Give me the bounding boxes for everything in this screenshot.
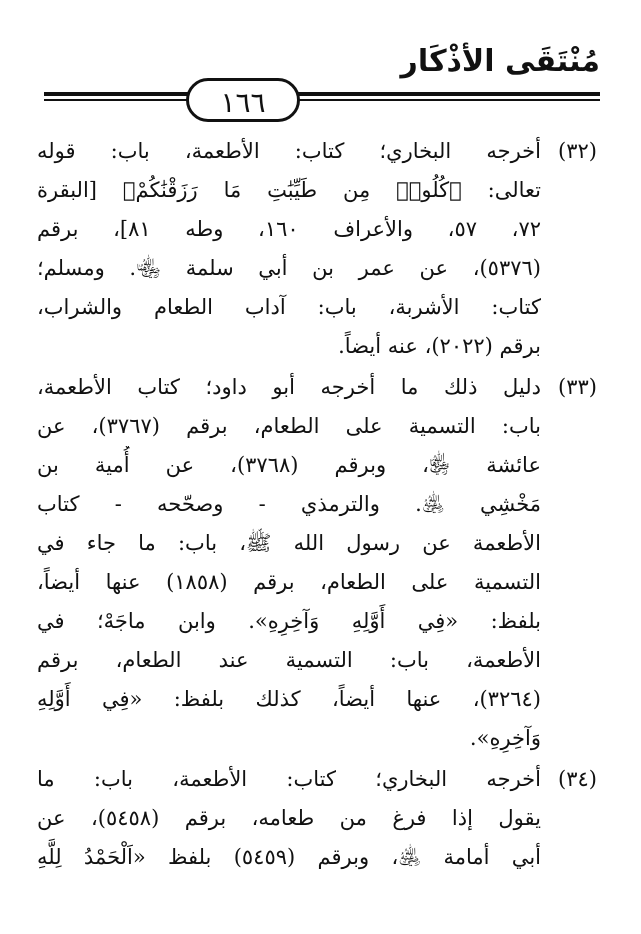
footnote-line: كتاب: الأشربة، باب: آداب الطعام والشراب، (37, 295, 541, 319)
footnotes (37, 132, 597, 879)
footnote-line: ٧٢، ٥٧، والأعراف ١٦٠، وطه ٨١]، برقم (37, 217, 541, 241)
footnote-line: أبي أمامة ﵁، وبرقم (٥٤٥٩) بلفظ «اَلْحَمْدُ لِلَّهِ (37, 845, 541, 869)
footnote-text (37, 368, 541, 758)
footnote-line: تعالى: ﴿كُلُوا۟ مِن طَيِّبَٰتِ مَا رَزَقْنَٰكُمْ﴾ [البقرة (37, 178, 541, 202)
footnote-text (37, 760, 541, 877)
footnote-line: أخرجه البخاري؛ كتاب: الأطعمة، باب: ما (37, 767, 541, 791)
footnote-line: عائشة ﵂، وبرقم (٣٧٦٨)، عن أُمية بن (37, 453, 541, 477)
footnote-line: التسمية على الطعام، برقم (١٨٥٨) عنها أيضاً، (37, 570, 541, 594)
footnote-text (37, 132, 541, 366)
header-rule (44, 86, 600, 132)
book-title: مُنْتَقَى الأذْكَار (400, 44, 600, 79)
footnote-line: يقول إذا فرغ من طعامه، برقم (٥٤٥٨)، عن (37, 806, 541, 830)
header-rule-thick (44, 92, 600, 96)
footnote-32 (37, 132, 597, 366)
footnote-33 (37, 368, 597, 758)
footnote-line: الأطعمة عن رسول الله ﷺ، باب: ما جاء في (37, 531, 541, 555)
footnote-line: أخرجه البخاري؛ كتاب: الأطعمة، باب: قوله (37, 139, 541, 163)
footnote-line: الأطعمة، باب: التسمية عند الطعام، برقم (37, 648, 541, 672)
footnote-line: مَخْشِي ﵁. والترمذي - وصحّحه - كتاب (37, 492, 541, 516)
footnote-line: باب: التسمية على الطعام، برقم (٣٧٦٧)، عن (37, 414, 541, 438)
page-number: ١٦٦ (186, 78, 300, 122)
footnote-number: (٣٣) (558, 375, 597, 399)
footnote-line: (٥٣٧٦)، عن عمر بن أبي سلمة ﵄. ومسلم؛ (37, 256, 541, 280)
footnote-34 (37, 760, 597, 877)
footnote-line: وَآخِرِهِ». (469, 726, 541, 750)
footnote-number: (٣٢) (558, 139, 597, 163)
footnote-line: بلفظ: «فِي أَوَّلِهِ وَآخِرِهِ». وابن ماجَهْ؛ في (37, 609, 541, 633)
page-header (44, 40, 600, 120)
footnote-line: برقم (٢٠٢٢)، عنه أيضاً. (338, 334, 541, 358)
footnote-number: (٣٤) (558, 767, 597, 791)
footnote-line: (٣٢٦٤)، عنها أيضاً، كذلك بلفظ: «فِي أَوَّلِهِ (37, 687, 541, 711)
footnote-line: دليل ذلك ما أخرجه أبو داود؛ كتاب الأطعمة، (37, 375, 541, 399)
header-rule-thin (44, 99, 600, 101)
